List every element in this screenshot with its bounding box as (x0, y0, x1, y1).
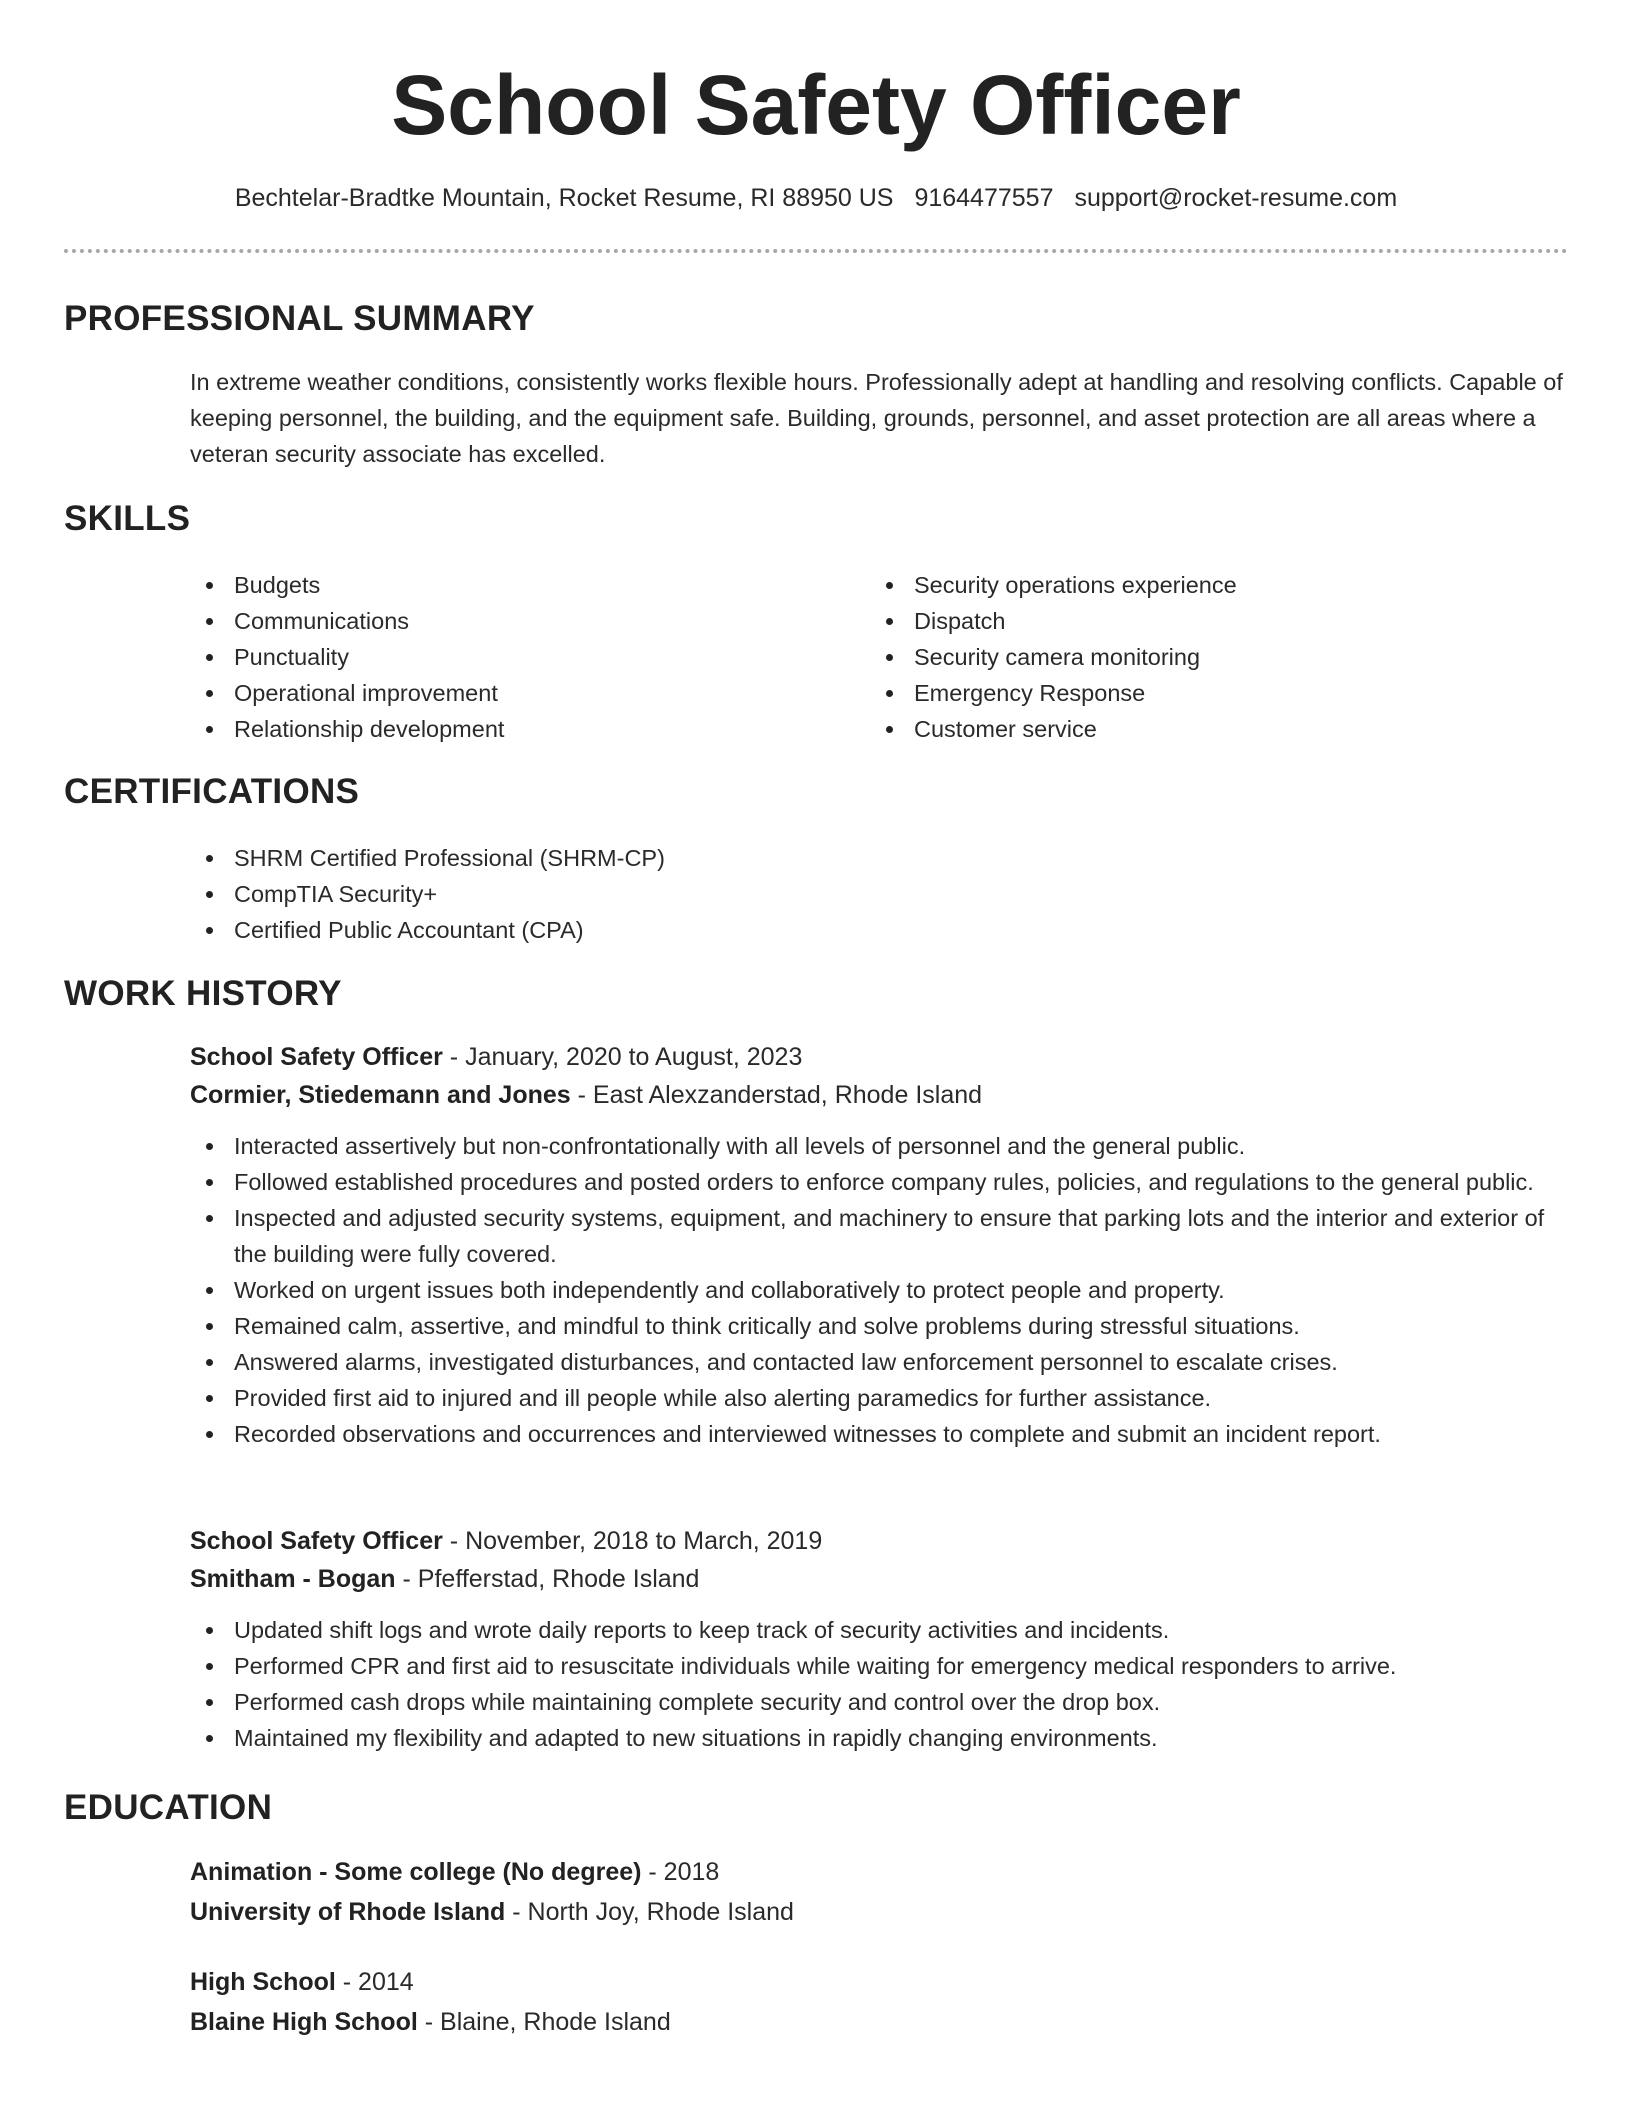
skill-item: Budgets (190, 567, 830, 603)
job-bullet: Updated shift logs and wrote daily reports to keep track of security activities and incidents. (190, 1612, 1570, 1648)
education-school-line (190, 1892, 1570, 1932)
education-location: - Blaine, Rhode Island (417, 2008, 671, 2036)
job-bullet: Maintained my flexibility and adapted to new situations in rapidly changing environments. (190, 1720, 1570, 1756)
job-bullet: Provided first aid to injured and ill people while also alerting paramedics for further assistance. (190, 1380, 1570, 1416)
skill-item: Security operations experience (870, 567, 1550, 603)
section-title-skills: SKILLS (64, 499, 191, 538)
job-company: Cormier, Stiedemann and Jones (190, 1081, 571, 1109)
summary-text: In extreme weather conditions, consistently works flexible hours. Professionally adept at handling and resolving conflicts. Capable of keeping personnel, the building, and the equipment safe. Building, grounds, personnel, and asset protection are all areas where a veteran security associate has excelled. (190, 369, 1563, 467)
candidate-title: School Safety Officer (391, 58, 1241, 152)
job-role: School Safety Officer (190, 1043, 443, 1071)
education-year: - 2018 (641, 1858, 720, 1886)
job-bullet: Inspected and adjusted security systems, equipment, and machinery to ensure that parking lots and the interior and exterior of the building were fully covered. (190, 1200, 1570, 1272)
job-company-line (190, 1560, 1570, 1598)
section-title-work-history: WORK HISTORY (64, 974, 342, 1013)
skill-item: Relationship development (190, 711, 830, 747)
job-bullet: Followed established procedures and posted orders to enforce company rules, policies, and regulations to the general public. (190, 1164, 1570, 1200)
education-year: - 2014 (335, 1968, 414, 1996)
job-dates: - November, 2018 to March, 2019 (442, 1527, 823, 1555)
contact-email[interactable]: support@rocket-resume.com (1074, 184, 1398, 212)
section-title-education: EDUCATION (64, 1788, 273, 1827)
section-title-summary: PROFESSIONAL SUMMARY (64, 299, 535, 338)
job-bullet: Worked on urgent issues both independently and collaboratively to protect people and property. (190, 1272, 1570, 1308)
certifications-list (190, 840, 1490, 948)
certification-item: SHRM Certified Professional (SHRM-CP) (190, 840, 1490, 876)
skill-item: Customer service (870, 711, 1550, 747)
education-degree-line (190, 1852, 1570, 1892)
job-bullet: Interacted assertively but non-confrontationally with all levels of personnel and the general public. (190, 1128, 1570, 1164)
job-bullets (190, 1128, 1570, 1452)
job-bullets (190, 1612, 1570, 1756)
contact-phone: 9164477557 (914, 184, 1054, 212)
header-divider (64, 249, 1568, 253)
job-bullet: Answered alarms, investigated disturbances, and contacted law enforcement personnel to escalate crises. (190, 1344, 1570, 1380)
job-bullet: Performed CPR and first aid to resuscitate individuals while waiting for emergency medical responders to arrive. (190, 1648, 1570, 1684)
job-location: - Pfefferstad, Rhode Island (395, 1565, 700, 1593)
education-degree: High School (190, 1968, 336, 1996)
skill-item: Dispatch (870, 603, 1550, 639)
job-bullet: Performed cash drops while maintaining complete security and control over the drop box. (190, 1684, 1570, 1720)
education-school: Blaine High School (190, 2008, 418, 2036)
job-entry (190, 1522, 1570, 1756)
skill-item: Communications (190, 603, 830, 639)
certification-item: Certified Public Accountant (CPA) (190, 912, 1490, 948)
resume-page (64, 0, 1568, 2112)
contact-address: Bechtelar-Bradtke Mountain, Rocket Resume, RI 88950 US (234, 184, 894, 212)
job-company-line (190, 1076, 1570, 1114)
education-location: - North Joy, Rhode Island (505, 1898, 794, 1926)
job-title-line (190, 1038, 1570, 1076)
education-entry (190, 1852, 1570, 1932)
job-company: Smitham - Bogan (190, 1565, 396, 1593)
skill-item: Operational improvement (190, 675, 830, 711)
skill-item: Security camera monitoring (870, 639, 1550, 675)
skill-item: Punctuality (190, 639, 830, 675)
education-entry (190, 1962, 1570, 2042)
skill-item: Emergency Response (870, 675, 1550, 711)
skills-list-left (190, 567, 830, 747)
job-location: - East Alexzanderstad, Rhode Island (570, 1081, 983, 1109)
section-title-certifications: CERTIFICATIONS (64, 772, 360, 811)
job-title-line (190, 1522, 1570, 1560)
job-bullet: Remained calm, assertive, and mindful to think critically and solve problems during stressful situations. (190, 1308, 1570, 1344)
skills-list-right (870, 567, 1550, 747)
job-entry (190, 1038, 1570, 1452)
education-degree: Animation - Some college (No degree) (190, 1858, 642, 1886)
education-degree-line (190, 1962, 1570, 2002)
job-dates: - January, 2020 to August, 2023 (442, 1043, 803, 1071)
contact-line (64, 178, 1568, 218)
education-school: University of Rhode Island (190, 1898, 506, 1926)
job-role: School Safety Officer (190, 1527, 443, 1555)
job-bullet: Recorded observations and occurrences and interviewed witnesses to complete and submit an incident report. (190, 1416, 1570, 1452)
education-school-line (190, 2002, 1570, 2042)
certification-item: CompTIA Security+ (190, 876, 1490, 912)
